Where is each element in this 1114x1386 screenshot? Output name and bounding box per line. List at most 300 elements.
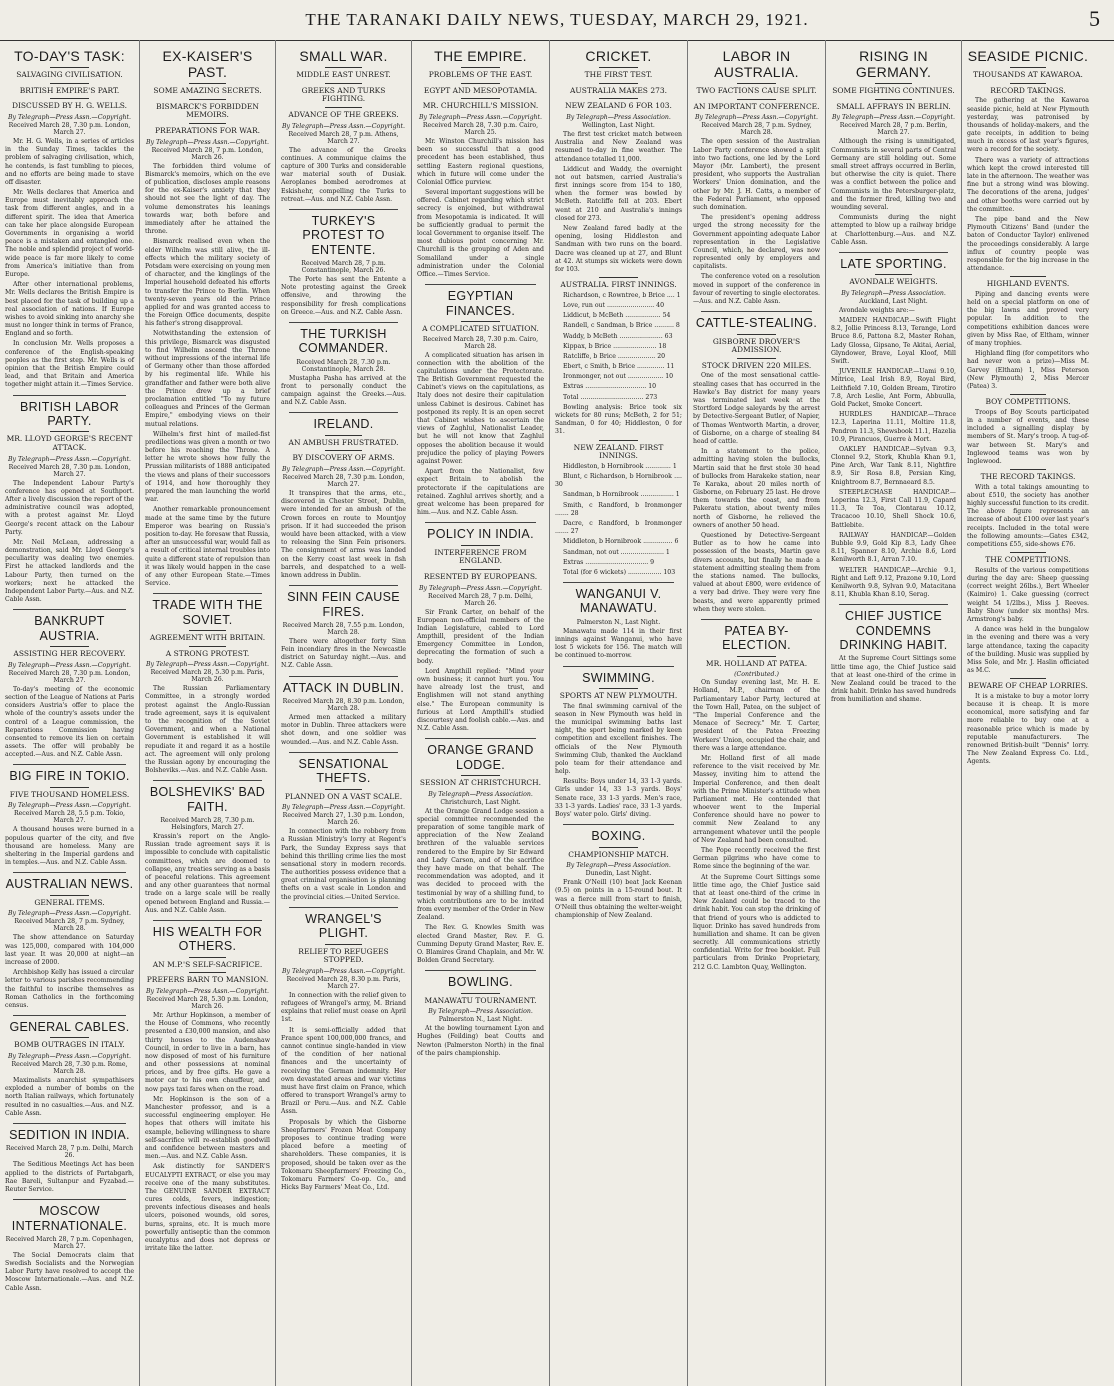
article-subhead: PLANNED ON A VAST SCALE.	[284, 791, 403, 801]
dateline: Received March 28, 5.30 p.m. London, March 26.	[146, 995, 269, 1010]
article-paragraph: STEEPLECHASE HANDICAP.—Loperina 12.3, First Call 11.9, Capard 11.3, Te Toa, Clontarau 10.12, Tracacoo 10.10, Shell Shock 10.6, Battlebite.	[831, 488, 956, 529]
article-paragraph: RAILWAY HANDICAP.—Golden Bubble 9.9, Gold Kip 8.3, Lady Ghee 8.11, Spanner 8.10, Archie 8.6, Lord Kenilworth 8.1, Arran 7.10.	[831, 531, 956, 564]
article-subhead: MIDDLE EAST UNREST.	[296, 70, 391, 80]
article-subhead: INTERFERENCE FROM ENGLAND.	[434, 547, 527, 566]
article-paragraph: To-day's meeting of the economic section of the League of Nations at Paris considers Austria's offer to place the whole of the country's assets under the control of a League commission, the Reparations Commission having consented to remove its lien on certain assets. The offer will probably be accepted.—Aus. and N.Z. Cable Assn.	[5, 685, 134, 759]
article-divider	[289, 412, 398, 413]
article-subhead: AN IMPORTANT CONFERENCE.	[693, 101, 820, 111]
rule	[599, 67, 637, 68]
article-subhead: BEWARE OF CHEAP LORRIES.	[968, 681, 1088, 691]
article-divider	[13, 1015, 126, 1016]
article-headline: TO-DAY'S TASK:	[14, 48, 125, 64]
rule	[325, 450, 363, 451]
byline: By Telegraph—Press Assn.—Copyright.	[281, 122, 405, 130]
rule	[599, 277, 637, 278]
article-headline: SWIMMING.	[582, 670, 655, 685]
article-paragraph: The first test cricket match between Australia and New Zealand was resumed to-day in fine weather. The attendance totalled 11,000.	[555, 130, 682, 163]
article-paragraph: At the Supreme Court Sittings some little time ago, the Chief Justice said that at least one-third of the crime in New Zealand could be traced to the drink habit. Drinko has saved hundreds from humiliation and shame.	[831, 655, 956, 704]
article-paragraph: Another remarkable pronouncement made at the same time by the future Emperor was bearing on Russia's position to-day. He foresaw that Russia, after an unsuccessful war, would fall as a result of critical internal troubles into quite a different state of repulsion than it was likely would happen in the case of any other European State.—Times Service.	[145, 506, 270, 588]
article-headline: BANKRUPT AUSTRIA.	[34, 614, 105, 643]
article-subhead: SOME FIGHTING CONTINUES.	[832, 86, 955, 96]
column-8	[962, 40, 1094, 1386]
article-paragraph: Mustapha Pasha has arrived at the front to personally conduct the campaign against the Greeks.—Aus. and N.Z. Cable Assn.	[281, 374, 406, 407]
article-divider	[13, 609, 126, 610]
article-paragraph: Love, run out ........................ 40	[563, 301, 665, 309]
article-paragraph: Liddicut, b McBeth .................. 54	[563, 312, 671, 320]
article-subhead: CHAMPIONSHIP MATCH.	[568, 849, 669, 859]
article-subhead: AN M.P.'S SELF-SACRIFICE.	[152, 959, 263, 969]
article	[555, 582, 682, 661]
article-headline: SEASIDE PICNIC.	[967, 48, 1089, 64]
rule	[189, 123, 227, 124]
article	[281, 322, 406, 408]
byline: (Contributed.)	[734, 671, 779, 679]
article-headline: MOSCOW INTERNATIONALE.	[11, 1204, 128, 1233]
article-subhead: AGREEMENT WITH BRITAIN.	[149, 633, 266, 642]
article-headline: TURKEY'S PROTEST TO ENTENTE.	[302, 213, 385, 257]
rule	[325, 83, 363, 84]
rule	[737, 334, 775, 335]
dateline: Received March 27, 1.30 p.m. London, March 26.	[282, 812, 405, 827]
article	[967, 48, 1089, 273]
byline: By Telegraph—Press Assn.—Copyright.	[145, 987, 269, 995]
article-divider	[13, 1199, 126, 1200]
article-paragraph: Ask distinctly for SANDER'S EUCALYPTI EXTRACT, or else you may receive one of the many substitutes. The GENUINE SANDER EXTRACT cures colds, fevers, indigestion; prevents infectious diseases and heals ulcers, poisoned wounds, old sores, burns, sprains, etc. It is much more powerfully antiseptic than the common eucalyptus and does not depress or irritate like the latter.	[145, 1163, 270, 1253]
rule	[737, 656, 775, 657]
byline: By Telegraph—Press Assn.—Copyright.	[7, 661, 131, 669]
article	[145, 593, 270, 775]
dateline: Received March 28, 7.30 p.m. London, March 27.	[8, 121, 131, 136]
article-divider	[289, 209, 398, 210]
dateline: Received March 28, 7.30 p.m. Helsingfors, March 27.	[160, 817, 255, 832]
article-divider	[425, 522, 536, 523]
article-paragraph: The show attendance on Saturday was 125,000, compared with 104,000 last year. It was 20,000 at night—an increase of 2000.	[5, 934, 134, 966]
article-divider	[289, 585, 398, 586]
article-subhead: GENERAL ITEMS.	[34, 897, 105, 907]
article-paragraph: Ebert, c Smith, b Brice .............. 11	[563, 363, 675, 371]
article-subhead: A STRONG PROTEST.	[165, 648, 250, 658]
article-paragraph: At the bowling tournament Lyon and Hughes (Feilding) beat Coutts and Newton (Palmerston North) in the final of the pairs championship.	[417, 1025, 544, 1057]
byline: By Telegraph—Press Assn.—Copyright.	[281, 967, 405, 975]
article	[5, 609, 134, 759]
rule	[461, 545, 499, 546]
rule	[875, 274, 913, 275]
article-paragraph: At the Orange Grand Lodge session a special committee recommended the preparation of some tangible mark of appreciation of the New Zealand brethren of the valuable services rendered to the Empire by Sir Edward and Lady Carson, and of the sacrifice they have made on that behalf. The recommendation was adopted, and it was decided to proceed with the testimonial by way of a shilling fund, to which contributions are to be invited from every member of the Order in New Zealand.	[417, 807, 544, 922]
article-headline: IRELAND.	[313, 417, 374, 432]
article-subhead: NEW ZEALAND 6 FOR 103.	[565, 101, 672, 111]
article	[831, 252, 956, 599]
article	[967, 469, 1089, 549]
article-paragraph: Results of the various competitions during the day are: Sheep guessing (correct weight 26lbs.), Bert Wheeler (Kaimiro) 1. Cake guessing (correct weight 54 1/2lbs.), Miss J. Reeves. Baby Show (under six months) Mrs. Armstrong's baby.	[967, 566, 1089, 623]
article-paragraph: Ratcliffe, b Brice ................... 20	[563, 352, 666, 360]
article-headline: PATEA BY-ELECTION.	[722, 623, 791, 653]
article	[831, 48, 956, 247]
article-subhead: SOME AMAZING SECRETS.	[153, 86, 262, 96]
article-subhead: MR. CHURCHILL'S MISSION.	[422, 101, 539, 111]
article-paragraph: Extras ................................ 9	[563, 558, 655, 566]
dateline: Received March 28, 8.30 p.m. Paris, March 27.	[286, 975, 401, 990]
dateline: Dunedin, Last Night.	[585, 870, 652, 878]
article-divider	[289, 907, 398, 908]
column-4	[412, 40, 550, 1386]
article-subhead: GREEKS AND TURKS FIGHTING.	[301, 85, 386, 104]
dateline: Received March 28, 5.5 p.m. Tokio, March 27.	[13, 810, 126, 825]
masthead-title: THE TARANAKI DAILY NEWS, TUESDAY, MARCH 29, 1921.	[305, 10, 809, 29]
article-paragraph: The forbidden third volume of Bismarck's memoirs, which on the eve of publication, discloses ample reasons for the ex-Kaiser's anxiety that they should not see the light of day. The volume demonstrates his leanings towards war, both before and immediately after he attained the throne.	[145, 162, 270, 236]
rule	[50, 895, 89, 896]
article-paragraph: Smith, c Randford, b Ironmonger ....... 28	[555, 501, 682, 517]
byline: By Telegraph—Press Assn.—Copyright.	[145, 138, 269, 146]
article-paragraph: Although the rising is unmitigated, Communists in several parts of Central Germany are still holding out. Some small street affrays occurred in Berlin, but otherwise the city is quiet. There was a conflict between the police and Communists in the Petersburger-platz, and the former fired, killing two and wounding several.	[831, 138, 956, 211]
article-paragraph: Waddy, b McBeth ...................... 63	[563, 332, 673, 340]
rule	[50, 67, 89, 68]
article-paragraph: In connection with the robbery from a Russian Ministry's lorry at Regent's Park, the Sunday Express says that behind this thrilling crime lies the most sensational story in modern records. The authorities possess evidence that a great criminal organisation is planning thefts on a vast scale in London and the provincial cities.—United Service.	[281, 828, 406, 901]
article-paragraph: In a statement to the police, admitting having stolen the bullocks, Martin said that he first stole 30 head of bullocks from Harakeke station, near Te Karaka, about 20 miles north of Gisborne, on February 25 last. He drove them towards the coast, and from Pakeratu station, about twenty miles north of Gisborne, he relieved the owners of another 50 head.	[693, 448, 820, 529]
article-headline: TRADE WITH THE SOVIET.	[152, 598, 263, 627]
article	[967, 394, 1089, 466]
article-paragraph: Frank O'Neill (10) beat Jack Keenan (9.5) on points in a 15-round bout. It was a fierce mill from start to finish, O'Neill thus obtaining the welter-weight championship of New Zealand.	[555, 879, 682, 919]
article	[967, 552, 1089, 675]
article-paragraph: Total ................................ 273	[563, 393, 658, 401]
dateline: Received March 28, 7 p.m. Constantinople, March 26.	[301, 260, 386, 275]
rule	[325, 435, 363, 436]
article-headline: ATTACK IN DUBLIN.	[282, 680, 405, 695]
rule	[599, 688, 637, 689]
rule	[737, 83, 775, 84]
article-subhead: THE COMPETITIONS.	[985, 555, 1071, 565]
article-paragraph: Wilhelm's first hint of mailed-fist predilections was given a month or two before his reaching the Throne. A letter he wrote shows how fully the Prussian militarists of 1888 anticipated the views and plans of their successors of 1914, and how thoroughly they prepared the man launching the world war.	[145, 430, 270, 504]
article	[281, 48, 406, 204]
article-paragraph: A dance was held in the bungalow in the evening and there was a very large attendance, taxing the capacity of the building. Music was supplied by Miss Sole, and Mr. J. Haslin officiated as M.C.	[967, 626, 1089, 675]
article-divider	[289, 752, 398, 753]
article	[281, 209, 406, 317]
byline: By Telegraph—Press Assn.—Copyright.	[694, 114, 818, 122]
article-paragraph: WELTER HANDICAP.—Archie 9.1, Right and Left 9.12, Prazone 9.10, Lord Kenilworth 9.8, Sylvan 9.0, Matacitana 8.11, Khubla Khan 8.10, Serag.	[831, 566, 956, 599]
article-paragraph: New Zealand fared badly at the opening, losing Hiddleston and Sandman with two runs on the board. Dacre was cleaned up at 27, and Blunt at 42. At stumps six wickets were down for 103.	[555, 225, 682, 273]
article-paragraph: The advance of the Greeks continues. A communique claims the capture of 300 Turks and considerable war material south of Dusiak. Aeroplanes bombed aerodromes at Eskishehr, compelling the Turks to retreat.—Aus. and N.Z. Cable Assn.	[281, 146, 406, 203]
article-paragraph: Liddicut and Waddy, the overnight not out batsmen, carried Australia's first innings score from 154 to 180, when the former was bowled by McBeth. Ratcliffe fell at 203. Ebert went at 210 and Australia's innings closed for 273.	[555, 165, 682, 222]
article	[5, 1199, 134, 1293]
article	[417, 970, 544, 1058]
article-paragraph: Ironmonger, not out .................. 10	[563, 373, 674, 381]
article-headline: RISING IN GERMANY.	[855, 48, 932, 81]
rule	[461, 775, 499, 776]
article-paragraph: JUVENILE HANDICAP.—Uami 9.10, Mitrice, Leal Irish 8.9, Royal Bird, Leithfield 7.10, Golden Bream, Tirotiro 7.8, Arch Leslie, Ant Form, Abbuulla, Gold Packet, Smoke Concert.	[831, 368, 956, 408]
article-subhead: PROBLEMS OF THE EAST.	[428, 70, 533, 80]
article	[5, 1015, 134, 1118]
article-headline: GENERAL CABLES.	[9, 1020, 130, 1035]
article	[967, 276, 1089, 391]
article-divider	[425, 284, 536, 285]
article-paragraph: Middleton, b Hornibrook ............... 6	[563, 538, 679, 546]
rule	[1010, 276, 1047, 277]
rule	[875, 99, 913, 100]
article-paragraph: Mr. Winston Churchill's mission has been so successful that a good precedent has been established, thus settling Eastern regional questions, which in future will come under the Colonial Office purview.	[417, 137, 544, 186]
article-divider	[425, 738, 536, 739]
rule	[599, 98, 637, 99]
article	[967, 678, 1089, 766]
article-subhead: HIGHLAND EVENTS.	[986, 279, 1070, 289]
article-subhead: THE RECORD TAKINGS.	[980, 472, 1076, 482]
article	[145, 1163, 270, 1253]
article-paragraph: Mr. Hopkinson is the son of a Manchester professor, and is a successful engineering employer. He hopes that others will imitate his example, believing willingness to share self-sacrifice will re-establish goodwill and confidence between masters and men.—Aus. and N.Z. Cable Assn.	[145, 1095, 270, 1161]
article-paragraph: The Rev. G. Knowles Smith was elected Grand Master, Rev. F. G. Cumming Deputy Grand Master, Rev. E. O. Blamires Grand Chaplain, and Mr. W. Bolden Grand Secretary.	[417, 924, 544, 965]
rule	[737, 99, 775, 100]
article-headline: BOXING.	[591, 829, 646, 844]
dateline: Received March 28, 7 p.m. Copenhagen, March 27.	[5, 1235, 134, 1250]
article-paragraph: Sir Frank Carter, on behalf of the European non-official members of the Indian Legislature, cabled to Lord Ampthill, president of the Indian Emergency Committee in London, deprecating the formation of such a body.	[417, 608, 544, 665]
article-subhead: NEW ZEALAND. FIRST INNINGS.	[573, 442, 664, 461]
article-subhead: BISMARCK'S FORBIDDEN MEMOIRS.	[156, 101, 259, 120]
rule	[1010, 678, 1047, 679]
rule	[461, 67, 499, 68]
article-subhead: MR. LLOYD GEORGE'S RECENT ATTACK.	[6, 434, 133, 452]
article-subhead: EGYPT AND MESOPOTAMIA.	[423, 85, 538, 95]
article-headline: EX-KAISER'S PAST.	[162, 48, 253, 81]
article-headline: CHIEF JUSTICE CONDEMNS DRINKING HABIT.	[839, 609, 948, 652]
dateline: Received March 28, 7.30 p.m. London, March 27.	[282, 474, 405, 489]
article-paragraph: It transpires that the arms, etc., discovered in Chester Street, Dublin, were intended for an ambush of the Crown forces en route to Mountjoy prison. If it had succeeded the prison would have been attacked, with a view to releasing the Sinn Fein prisoners. The consignment of arms was landed on the Kerry coast last week in fish barrels, and despatched to a well-known address in Dublin.	[281, 490, 406, 579]
article-paragraph: Kippax, b Brice ...................... 18	[563, 342, 667, 350]
article-paragraph: Sandman, not out ...................... 1	[563, 548, 670, 556]
column-5	[550, 40, 688, 1386]
masthead	[0, 0, 1114, 41]
article-divider	[563, 582, 674, 583]
article-subhead: MR. HOLLAND AT PATEA.	[705, 658, 808, 668]
article-divider	[701, 619, 812, 620]
dateline: Wellington, Last Night.	[582, 121, 655, 129]
article-headline: HIS WEALTH FOR OTHERS.	[152, 924, 263, 954]
article-paragraph: The Porte has sent the Entente a Note protesting against the Greek offensive, and throwing the responsibility for fresh complications on Greece.—Aus. and N.Z. Cable Assn.	[281, 276, 406, 316]
article-headline: SENSATIONAL THEFTS.	[298, 756, 389, 786]
rule	[50, 1037, 89, 1038]
article-headline: SMALL WAR.	[299, 48, 388, 64]
article-paragraph: At the Supreme Court Sittings some little time ago, the Chief Justice said that at least one-third of the crime in New Zealand could be traced to the drink habit. You can stop the drinking of that friend of yours who is addicted to liquor. Drinko has saved hundreds from humiliation and shame. It can be given secretly. All communications strictly confidential. Write for free booklet. Full particulars from Drinko Proprietary, 212 G.C. Lambton Quay, Wellington.	[693, 873, 820, 971]
byline: By Telegraph—Press Association.	[841, 289, 946, 297]
article-divider	[701, 311, 812, 312]
article-paragraph: Bismarck realised even when the elder Wilhelm was still alive, the ill-effects which the military society of Potsdam were exercising on young men of character, and the kinglings of the Imperial household defeated his efforts to transfer the Prince to Berlin. When twenty-seven years old the Prince applied for and was granted access to the Foreign Office documents, despite his father's strong disapproval.	[145, 238, 270, 328]
article-paragraph: The Seditious Meetings Act has been applied to the districts of Partabgarh, Rae Bareli, Sultanpur and Fyzabad.—Reuter Service.	[5, 1161, 134, 1193]
dateline: Auckland, Last Night.	[859, 297, 928, 305]
article-divider	[13, 395, 126, 396]
article-headline: SINN FEIN CAUSE FIRES.	[287, 590, 400, 619]
dateline: Received March 28, 7 p.m. London, March 26.	[151, 146, 264, 161]
article	[831, 604, 956, 704]
article-paragraph: Mr. Holland first of all made reference to the visit received by Mr. Massey, inviting him to attend the Imperial Conference, and then dealt with the Prime Minister's attitude when Parliament met. He contended that whoever went to the Imperial Conference should have no power to commit New Zealand to any arrangement whatever until the people of New Zealand had been consulted.	[693, 754, 820, 844]
dateline: Received March 28, 7.30 p.m. Cairo, March 25.	[422, 121, 539, 136]
article-divider	[153, 593, 262, 594]
byline: By Telegraph—Press Assn.—Copyright.	[7, 113, 131, 121]
article	[281, 412, 406, 580]
article-paragraph: It is a mistake to buy a motor lorry because it is cheap. It is more economical, more satisfying and far more reliable to buy one at a reasonable price which is made by reputable manufacturers. The renowned British-built "Dennis" lorry. The New Zealand Express Co. Ltd., Agents.	[967, 692, 1089, 766]
article	[281, 676, 406, 747]
article-subhead: SALVAGING CIVILISATION.	[16, 70, 123, 80]
rule	[189, 83, 227, 84]
article-paragraph: A complicated situation has arisen in connection with the abolition of the capitulations under the Protectorate. The British Government requested the Cabinet's views on the capitulations, as Italy does not desire their capitulation unless Cabinet is desirous. Cabinet has postponed its reply. It is an open secret that Cabinet wishes to ascertain the views of Zaghlul, Nationalist Leader, but he will not know that Zaghlul opposes the abolition because it would prejudice the policy of playing Powers against Power.	[417, 351, 544, 465]
byline: By Telegraph—Press Assn.—Copyright.	[145, 661, 269, 669]
article	[555, 440, 682, 578]
rule	[189, 646, 227, 647]
byline: By Telegraph—Press Assn.—Copyright.	[281, 466, 405, 474]
rule	[461, 321, 499, 322]
article-paragraph: Total (for 6 wickets) ................. 103	[563, 568, 676, 576]
article-subhead: THE FIRST TEST.	[584, 70, 653, 80]
article	[417, 522, 544, 733]
article-divider	[563, 666, 674, 667]
article-divider	[289, 676, 398, 677]
article	[145, 780, 270, 915]
dateline: Received March 28, 5.30 p.m. Paris, March 26.	[150, 669, 265, 684]
article-divider	[13, 1123, 126, 1124]
rule	[1010, 469, 1047, 470]
rule	[325, 67, 363, 68]
dateline: Received March 28, 7.30 p.m. Rome, March 28.	[11, 1061, 128, 1076]
rule	[737, 358, 775, 359]
article-subhead: BY DISCOVERY OF ARMS.	[292, 453, 395, 463]
byline: By Telegraph—Press Assn.—Copyright.	[7, 1053, 131, 1061]
article-headline: BIG FIRE IN TOKIO.	[9, 769, 130, 784]
article-paragraph: The final swimming carnival of the season in New Plymouth was held in the municipal swimming baths last night, the sport being marked by keen competition and excellent finishes. The officials of the New Plymouth Swimming Club, thanked the Auckland polo team for their attendance and help.	[555, 702, 682, 776]
article	[5, 48, 134, 390]
article-divider	[289, 322, 398, 323]
rule	[50, 787, 89, 788]
article-subhead: AUSTRALIA MAKES 273.	[569, 85, 668, 95]
article-paragraph: Maximalists anarchist sympathisers exploded a number of bombs on the north Italian railways, which fortunately resulted in no casualties.—Aus. and N.Z. Cable Assn.	[5, 1077, 134, 1117]
article-headline: ORANGE GRAND LODGE.	[427, 743, 534, 772]
dateline: Received March 28, 7.30 p.m. Cairo, March 28.	[422, 335, 539, 350]
dateline: Received March 28, 8.30 p.m. London, March 28.	[282, 698, 405, 713]
byline: By Telegraph—Press Association.	[566, 113, 671, 121]
column-7	[826, 40, 962, 1386]
rule	[325, 944, 363, 945]
article-paragraph: Dacre, c Randford, b Ironmonger ....... 27	[555, 519, 682, 536]
article-subhead: BOY COMPETITIONS.	[985, 397, 1071, 407]
article-paragraph: Piping and dancing events were held on a special platform on one of the big lawns and proved very popular. In addition to the competitions exhibition dances were given by Miss Rae, of Eltham, winner of many trophies.	[967, 290, 1089, 348]
byline: By Telegraph—Press Assn.—Copyright.	[418, 584, 542, 592]
article-subhead: ASSISTING HER RECOVERY.	[13, 649, 126, 659]
dateline: Received March 28, 7 p.m. Sydney, March 28.	[14, 918, 125, 933]
page-number: 5	[1089, 6, 1100, 31]
byline: By Telegraph—Press Association.	[428, 1008, 533, 1016]
article-subhead: PREPARATIONS FOR WAR.	[155, 126, 260, 136]
article-paragraph: Armed men attacked a military motor in Dublin. Three attackers were shot down, and one soldier was wounded.—Aus. and N.Z. Cable Assn.	[281, 714, 406, 746]
dateline: Received March 28, 7.30 p.m. London, March 27.	[8, 463, 131, 478]
article-paragraph: Notwithstanding the extension of this privilege, Bismarck was disgusted to find Wilhelm ascend the Throne without impressions of the internal life of Germany other than those afforded by his regimental life. While his grandfather and father were both alive the Prince drew up a brief proclamation entitled "To my future colleagues and Princes of the German Empire," embodying views on their mutual relations.	[145, 330, 270, 428]
article-subhead: MANAWATU TOURNAMENT.	[424, 995, 537, 1005]
article-subhead: AVONDALE WEIGHTS.	[849, 277, 938, 287]
article-paragraph: The open session of the Australian Labor Party conference showed a split into two factions, one led by the Lord Mayor (Mr. Lambert), the present president, who supports the Australian Workers' Union domination, and the other by Mr. J. H. Catts, a member of the Federal Parliament, who opposed such domination.	[693, 138, 820, 211]
article-subhead: RECORD TAKINGS.	[990, 85, 1066, 95]
article-paragraph: Blunt, c Richardson, b Hornibrook .... 30	[555, 473, 682, 489]
article-paragraph: After other international problems, Mr. Wells declares the British Empire is best placed for the task of building up a real association of nations. If Europe wishes to avoid sinking into anarchy she must no longer think in terms of France, England and so forth.	[5, 281, 134, 338]
article-paragraph: Results: Boys under 14, 33 1-3 yards. Girls under 14, 33 1-3 yards. Boys' Senate race, 33 1-3 yards. Men's race, 33 1-3 yards. Ladies' race, 33 1-3 yards. Boys' water polo. Girls' diving.	[555, 778, 682, 819]
article-headline: BOLSHEVIKS' BAD FAITH.	[149, 785, 266, 814]
rule	[461, 98, 499, 99]
article-paragraph: Randell, c Sandman, b Brice .......... 8	[563, 322, 680, 330]
article-paragraph: Avondale weights are:—	[839, 306, 915, 314]
article	[693, 48, 820, 306]
article-paragraph: OAKLEY HANDICAP.—Sylvan 9.3, Clonnel 9.2, Stork, Khubla Khan 9.1, Pine Arch, War Tank 8.11, Nightfire 8.9, Sir Rosa 8.8, Persian King, Knightroom 8.7, Bernnaeard 8.5.	[831, 445, 956, 486]
rule	[325, 789, 363, 790]
article	[417, 738, 544, 965]
article-headline: EGYPTIAN FINANCES.	[445, 289, 516, 318]
byline: By Telegraph—Press Association.	[566, 862, 671, 870]
article-paragraph: Questioned by Detective-Sergeant Butler as to how he came into possession of the beasts, Martin gave divers accounts, but finally he made a statement admitting stealing them from the stations named. The bullocks, valued at about £800, were evidence of a very bad drive. They were very fine beasts, and were apparently primed when they were stolen.	[693, 532, 820, 613]
article-subhead: FIVE THOUSAND HOMELESS.	[9, 789, 130, 799]
article-headline: THE EMPIRE.	[434, 48, 527, 64]
article-paragraph: Archbishop Kelly has issued a circular letter to various parishes recommending the faithful to inscribe themselves as Roman Catholics in the forthcoming census.	[5, 969, 134, 1009]
article	[145, 48, 270, 588]
dateline: Received March 28, 7 p.m. Berlin, March 27.	[839, 122, 948, 137]
article-paragraph: The conference voted on a resolution moved in support of the conference in favour of reverting to single electorates.—Aus. and N.Z. Cable Assn.	[693, 273, 821, 305]
rule	[50, 83, 89, 84]
article-paragraph: Proposals by which the Gisborne Sheepfarmers' Frozen Meat Company proposes to continue trading were placed before a meeting of shareholders. These companies, it is proposed, should be taken over as the Tokomaru Sheepfarmers' Freezing Co., Tokomaru Farmers' Co-op. Co., and Hicks Bay Farmers' Meat Co., Ltd.	[281, 1118, 406, 1192]
article-subhead: AUSTRALIA. FIRST INNINGS.	[560, 280, 677, 290]
rule	[189, 957, 227, 958]
article-subhead: RELIEF TO REFUGEES STOPPED.	[298, 946, 389, 965]
dateline: Received March 28, 7.30 p.m. London, March 27.	[8, 669, 131, 684]
article-subhead: BOMB OUTRAGES IN ITALY.	[14, 1040, 125, 1050]
article-headline: POLICY IN INDIA.	[427, 527, 534, 542]
article	[5, 395, 134, 605]
article-subhead: SPORTS AT NEW PLYMOUTH.	[559, 690, 678, 700]
rule	[189, 972, 227, 973]
article	[145, 920, 270, 1161]
article-subhead: PREFERS BARN TO MANSION.	[146, 975, 269, 985]
article-headline: THE TURKISH COMMANDER.	[298, 326, 389, 356]
byline: By Telegraph—Press Assn.—Copyright.	[281, 804, 405, 812]
article-paragraph: There were altogether forty Sinn Fein incendiary fires in the Newcastle district on Saturday night.—Aus. and N.Z. Cable Assn.	[281, 637, 406, 670]
article-paragraph: HURDLES HANDICAP.—Thrace 12.3, Laperina 11.11, Moltire 11.8, Pendron 11.3, Shewsbook 11.1, Hazelia 10.9, Pirancuos, Guerre à Mort.	[831, 411, 956, 443]
article	[281, 907, 406, 1193]
article-paragraph: There was a variety of attractions which kept the crowd interested till late in the afternoon. The weather was fine but a strong wind was blowing. The decorations of the arena, judges' and other booths were carried out by the committee.	[967, 156, 1089, 213]
article-divider	[839, 604, 948, 605]
article-subhead: BRITISH EMPIRE'S PART.	[19, 85, 120, 95]
article-headline: LATE SPORTING.	[840, 256, 947, 271]
article-divider	[13, 872, 126, 873]
article-paragraph: Several important suggestions will be offered. Cabinet regarding which strict secrecy is enjoined, but withdrawal from Mesopotamia is indicated. It will be sufficiently gradual to permit the local Government to organise itself. The most dubious point concerning Mr. Churchill is the grouping of Aden and Somaliland under a single administration under the Colonial Office.—Times Service.	[417, 189, 544, 278]
article-paragraph: The Russian Parliamentary Committee, in a strongly worded protest against the Anglo-Russian trade agreement, says it is equivalent to the recognition of the Soviet Government, and when a National Government is established it will repudiate it and regard it as a hostile act. The agreement will only prolong the Russian agony by encouraging the Bolsheviks.—Aus. and N.Z. Cable Assn.	[145, 685, 270, 775]
byline: By Telegraph—Press Assn.—Copyright.	[7, 802, 131, 810]
article-paragraph: Lord Ampthill replied: "Mind your own business; it cannot hurt you. You have already lost the trust, and Englishmen will not stand anything else." The European community is furious at Lord Ampthill's studied discourtesy and foolish cable.—Aus. and N.Z. Cable Assn.	[417, 667, 544, 733]
article-paragraph: Mr. Neil McLean, addressing a demonstration, said Mr. Lloyd George's peculiarity was dealing two enemies. First he attacked landlords and the Labour Party, then turned on the workers; next he attacked the Independent Labor Party.—Aus. and N.Z. Cable Assn.	[5, 538, 134, 604]
byline: By Telegraph—Press Assn.—Copyright.	[418, 113, 542, 121]
article-paragraph: The Social Democrats claim that Swedish Socialists and the Norwegian Labor Party have resolved to accept the Moscow Internationale.—Aus. and N.Z. Cable Assn.	[5, 1251, 134, 1292]
article-subhead: TWO FACTIONS CAUSE SPLIT.	[696, 86, 817, 96]
rule	[50, 431, 89, 432]
article	[693, 619, 820, 972]
rule	[461, 993, 499, 994]
article-paragraph: Extras ............................... 10	[563, 383, 657, 391]
article-divider	[13, 764, 126, 765]
article-headline: BRITISH LABOR PARTY.	[19, 399, 120, 428]
article-divider	[839, 252, 948, 253]
article	[281, 585, 406, 671]
column-3	[276, 40, 412, 1386]
article-paragraph: Krassin's report on the Anglo-Russian trade agreement says it is impossible to conclude with capitalistic committees, which are doomed to collapse, any treaties serving as a basis of peaceful relations. This agreement and any other guarantees that normal trade on a large scale will be really opened between England and Russia.—Aus. and N.Z. Cable Assn.	[145, 833, 270, 914]
article-headline: SEDITION IN INDIA.	[9, 1128, 130, 1143]
article	[417, 284, 544, 517]
article-paragraph: In conclusion Mr. Wells proposes a conference of the English-speaking peoples as the first step. Mr. Wells is of opinion that the British Empire could lead, and that Britain and America together might attain it.—Times Service.	[5, 340, 134, 389]
rule	[189, 630, 227, 631]
article-paragraph: The Independent Labour Party's conference has opened at Southport. After a lively discussion the report of the administrative council was adopted, with a protest against Mr. Lloyd George's recent attack on the Labour Party.	[5, 479, 134, 536]
rule	[1010, 83, 1047, 84]
rule	[599, 83, 637, 84]
article-paragraph: On Sunday evening last, Mr. H. E. Holland, M.P., chairman of the Parliamentary Labor Party, lectured at the Town Hall, Patea, on the subject of "The Imperial Conference and the Menace of Secrecy." Mr. T. Carter, president of the Patea Freezing Workers' Union, occupied the chair, and there was a large attendance.	[693, 679, 820, 752]
rule	[1010, 67, 1047, 68]
byline: By Telegraph—Press Association.	[428, 790, 533, 798]
dateline: Received March 28, 7 p.m. Sydney, March 28.	[701, 122, 812, 137]
